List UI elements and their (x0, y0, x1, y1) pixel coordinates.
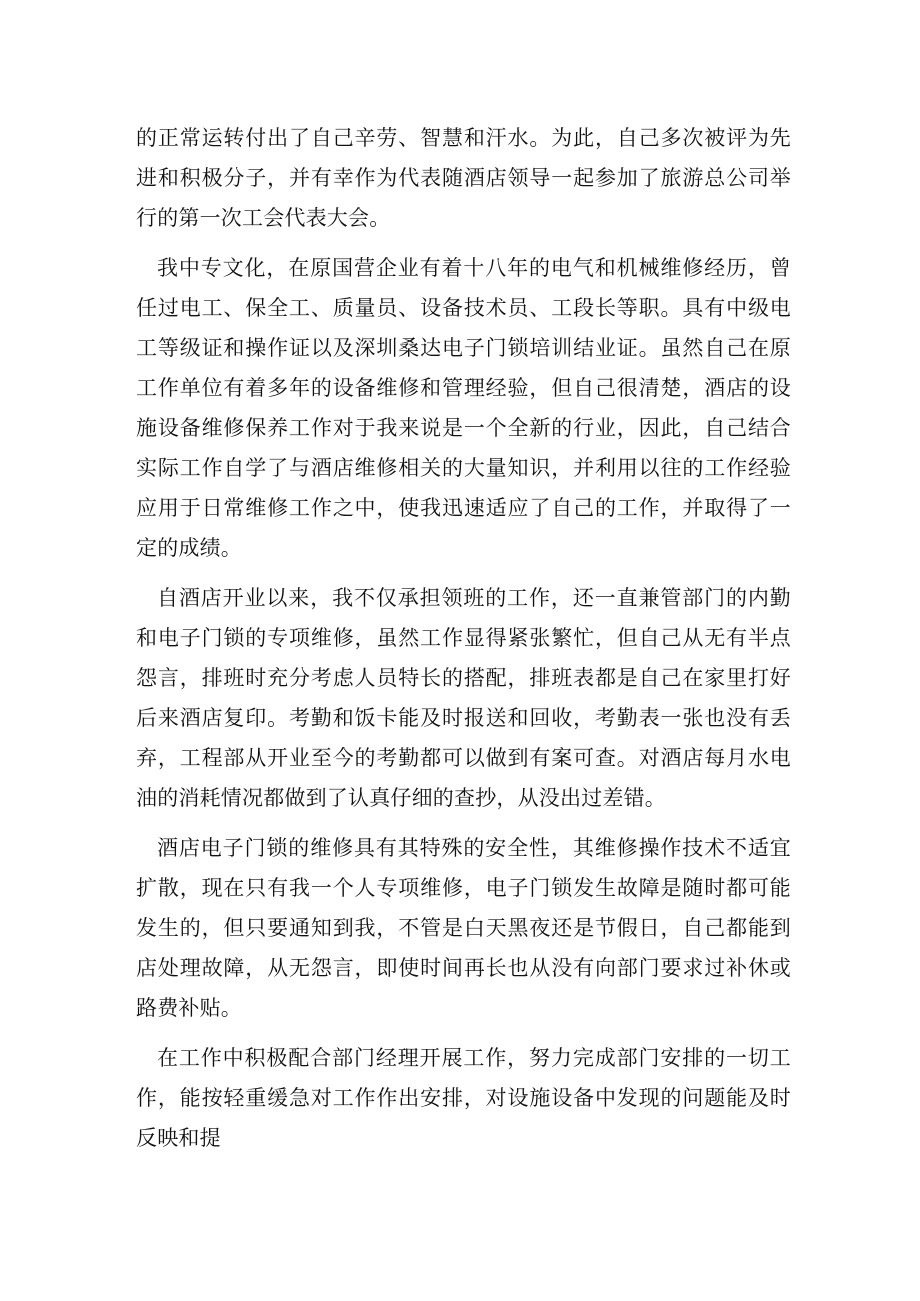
paragraph-cooperation: 在工作中积极配合部门经理开展工作，努力完成部门安排的一切工作，能按轻重缓急对工作作出安排，对设施设备中发现的问题能及时反映和提 (136, 1046, 791, 1150)
document-body (136, 118, 791, 1168)
paragraph-continued: 的正常运转付出了自己辛劳、智慧和汗水。为此，自己多次被评为先进和积极分子，并有幸作为代表随酒店领导一起参加了旅游总公司举行的第一次工会代表大会。 (136, 126, 791, 230)
paragraph-education-experience: 我中专文化，在原国营企业有着十八年的电气和机械维修经历，曾任过电工、保全工、质量员、设备技术员、工段长等职。具有中级电工等级证和操作证以及深圳桑达电子门锁培训结业证。虽然自己在原工作单位有着多年的设备维修和管理经验，但自己很清楚，酒店的设施设备维修保养工作对于我来说是一个全新的行业，因此，自己结合实际工作自学了与酒店维修相关的大量知识，并利用以往的工作经验应用于日常维修工作之中，使我迅速适应了自己的工作，并取得了一定的成绩。 (136, 256, 791, 560)
paragraph-duties: 自酒店开业以来，我不仅承担领班的工作，还一直兼管部门的内勤和电子门锁的专项维修，虽然工作显得紧张繁忙，但自己从无有半点怨言，排班时充分考虑人员特长的搭配，排班表都是自己在家里打好后来酒店复印。考勤和饭卡能及时报送和回收，考勤表一张也没有丢弃，工程部从开业至今的考勤都可以做到有案可查。对酒店每月水电油的消耗情况都做到了认真仔细的查抄，从没出过差错。 (136, 586, 791, 810)
paragraph-door-lock-maintenance: 酒店电子门锁的维修具有其特殊的安全性，其维修操作技术不适宜扩散，现在只有我一个人专项维修，电子门锁发生故障是随时都可能发生的，但只要通知到我，不管是白天黑夜还是节假日，自己都能到店处理故障，从无怨言，即使时间再长也从没有向部门要求过补休或路费补贴。 (136, 836, 791, 1020)
